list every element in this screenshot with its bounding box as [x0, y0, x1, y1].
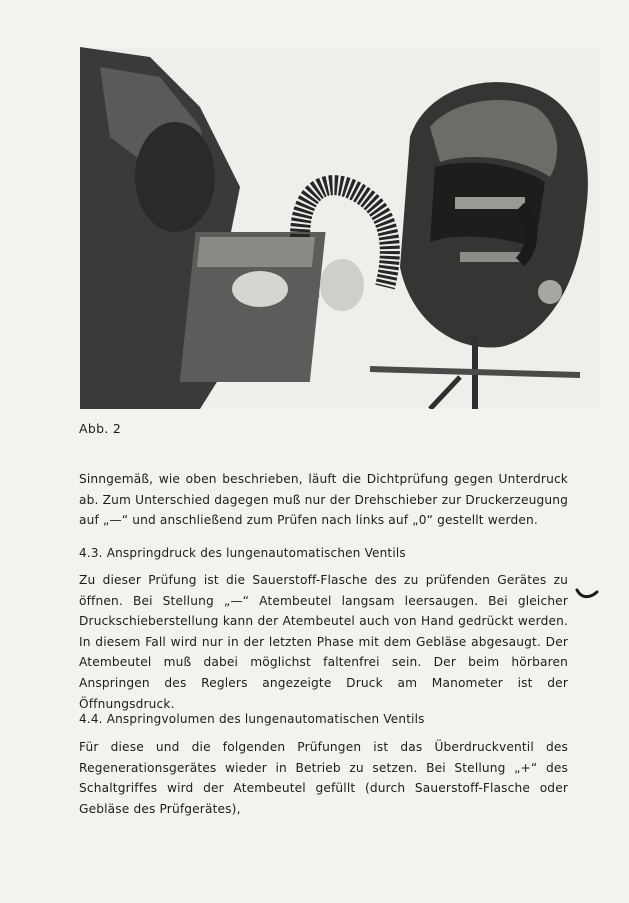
paragraph-anspringdruck: Zu dieser Prüfung ist die Sauerstoff-Flasche des zu prüfenden Gerätes zu öffnen. Bei Stellung „—“ Atembeutel langsam leersaugen. Bei gleicher Druckschieberstellung kann der Atembeutel auch von Hand gedrückt werden. In diesem Fall wird nur in der letzten Phase mit dem Gebläse abgesaugt. Der Atembeutel muß dabei möglichst faltenfrei sein. Der beim hörbaren Anspringen des Reglers angezeigte Druck am Manometer ist der Öffnungsdruck.	[79, 573, 568, 711]
paragraph-dichtpruefung: Sinngemäß, wie oben beschrieben, läuft die Dichtprüfung gegen Unterdruck ab. Zum Unterschied dagegen muß nur der Drehschieber zur Druckerzeugung auf „—“ und anschließend zum Prüfen nach links auf „0“ gestellt werden.	[79, 472, 568, 528]
figure-caption: Abb. 2	[79, 421, 122, 436]
figure-photo	[80, 47, 600, 409]
margin-ink-mark	[575, 586, 599, 606]
section-heading-4-4: 4.4. Anspringvolumen des lungenautomatischen Ventils	[79, 712, 425, 726]
apparatus-photo	[80, 47, 600, 409]
section-heading-4-3: 4.3. Anspringdruck des lungenautomatischen Ventils	[79, 546, 406, 560]
paragraph-anspringvolumen: Für diese und die folgenden Prüfungen ist das Überdruckventil des Regenerationsgerätes wieder in Betrieb zu setzen. Bei Stellung „+“ des Schaltgriffes wird der Atembeutel gefüllt (durch Sauerstoff-Flasche oder Gebläse des Prüfgerätes),	[79, 740, 568, 816]
